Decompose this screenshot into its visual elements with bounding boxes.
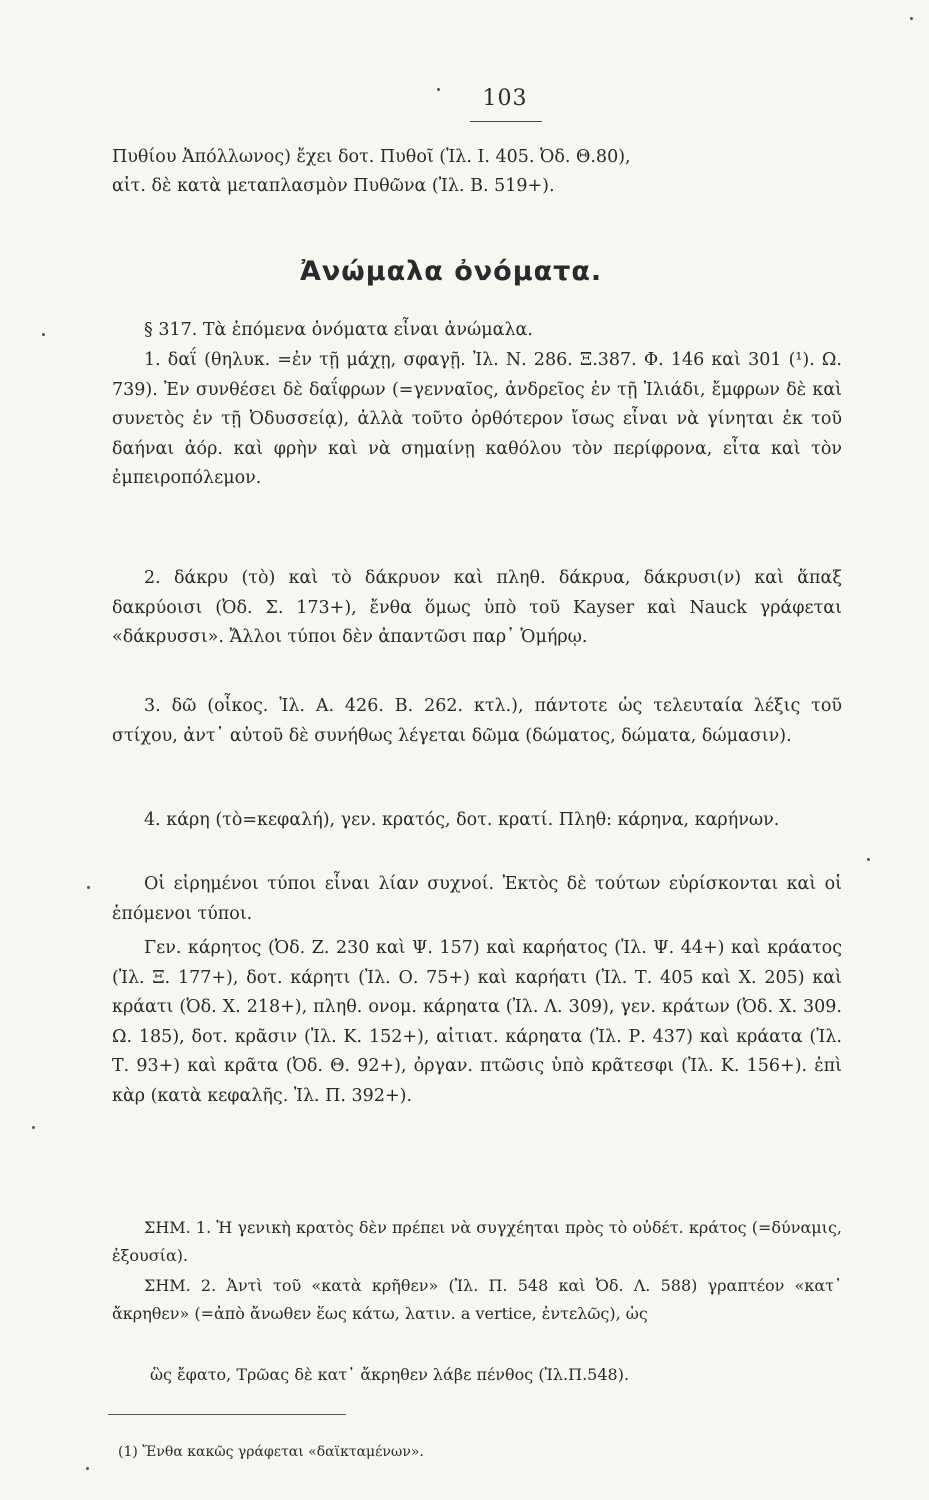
paragraph-item-1 — [112, 346, 842, 494]
note-2 — [112, 1272, 842, 1328]
paragraph-common-forms — [112, 870, 842, 929]
note-1 — [112, 1214, 842, 1270]
paragraph-section-317 — [112, 316, 842, 346]
intro-line: Πυθίου Ἀπόλλωνος) ἔχει δοτ. Πυθοῖ (Ἰλ. Ι. 405. Ὀδ. Θ.80), — [112, 147, 631, 167]
paragraph: § 317. Τὰ ἑπόμενα ὀνόματα εἶναι ἀνώμαλα. — [144, 320, 533, 340]
paragraph: ΣΗΜ. 2. Ἀντὶ τοῦ «κατὰ κρῆθεν» (Ἰλ. Π. 548 καὶ Ὀδ. Λ. 588) γραπτέον «κατ᾽ ἄκρηθεν» (=ἀπὸ ἄνωθεν ἕως κάτω, λατιν. a vertice, ἐντελῶς), ὡς — [112, 1276, 842, 1323]
paragraph: ΣΗΜ. 1. Ἡ γενικὴ κρατὸς δὲν πρέπει νὰ συγχέηται πρὸς τὸ οὐδέτ. κράτος (=δύναμις, ἐξουσία). — [112, 1218, 842, 1265]
footnote: (1) Ἔνθα κακῶς γράφεται «δαϊκταμένων». — [118, 1444, 424, 1460]
print-speck — [910, 17, 913, 20]
paragraph: 2. δάκρυ (τὸ) καὶ τὸ δάκρυον καὶ πληθ. δάκρυα, δάκρυσι(ν) καὶ ἅπαξ δακρύοισι (Ὀδ. Σ. 173+), ἔνθα ὅμως ὑπὸ τοῦ Kayser καὶ Nauck γράφεται «δάκρυσσι». Ἄλλοι τύποι δὲν ἀπαντῶσι παρ᾽ Ὁμήρῳ. — [112, 568, 842, 647]
print-speck — [32, 1126, 35, 1129]
intro-text — [112, 143, 842, 201]
paragraph: Γεν. κάρητος (Ὀδ. Ζ. 230 καὶ Ψ. 157) καὶ καρήατος (Ἰλ. Ψ. 44+) καὶ κράατος (Ἰλ. Ξ. 177+), δοτ. κάρητι (Ἰλ. Ο. 75+) καὶ καρήατι (Ἰλ. Τ. 405 καὶ Χ. 205) καὶ κράατι (Ὀδ. Χ. 218+), πληθ. ονομ. κάρηατα (Ἰλ. Λ. 309), γεν. κράτων (Ὀδ. Χ. 309. Ω. 185), δοτ. κρᾶσιν (Ἰλ. Κ. 152+), αἰτιατ. κάρηατα (Ἰλ. Ρ. 437) καὶ κράατα (Ἰλ. Τ. 93+) καὶ κρᾶτα (Ὀδ. Θ. 92+), ὀργαν. πτῶσις ὑπὸ κρᾶτεσφι (Ἰλ. Κ. 156+). ἐπὶ κὰρ (κατὰ κεφαλῆς. Ἰλ. Π. 392+). — [112, 938, 842, 1106]
print-speck — [867, 858, 870, 861]
paragraph-item-3 — [112, 692, 842, 751]
intro-line: αἰτ. δὲ κατὰ μεταπλασμὸν Πυθῶνα (Ἰλ. Β. 519+). — [112, 176, 555, 196]
page-number: 103 — [482, 86, 528, 111]
print-speck — [42, 333, 45, 336]
paragraph-item-4 — [112, 806, 842, 836]
paragraph-forms-list — [112, 934, 842, 1111]
print-speck — [437, 88, 440, 91]
print-speck — [87, 886, 90, 889]
paragraph: 3. δῶ (οἶκος. Ἰλ. Α. 426. Β. 262. κτλ.), πάντοτε ὡς τελευταία λέξις τοῦ στίχου, ἀντ᾽ αὐτοῦ δὲ συνήθως λέγεται δῶμα (δώματος, δώματα, δώμασιν). — [112, 696, 842, 746]
paragraph: Οἱ εἰρημένοι τύποι εἶναι λίαν συχνοί. Ἐκτὸς δὲ τούτων εὑρίσκονται καὶ οἱ ἑπόμενοι τύποι. — [112, 874, 842, 924]
page-number-rule — [470, 121, 542, 122]
section-heading: Ἀνώμαλα ὀνόματα. — [300, 256, 603, 287]
quotation-verse — [150, 1360, 840, 1390]
paragraph-item-2 — [112, 564, 842, 653]
paragraph: 4. κάρη (τὸ=κεφαλή), γεν. κρατός, δοτ. κρατί. Πληθ: κάρηνα, καρήνων. — [144, 810, 780, 830]
print-speck — [86, 1467, 89, 1470]
verse-line: ὣς ἔφατο, Τρῶας δὲ κατ᾽ ἄκρηθεν λάβε πένθος (Ἰλ.Π.548). — [150, 1365, 630, 1384]
paragraph: 1. δαΐ (θηλυκ. =ἐν τῇ μάχῃ, σφαγῇ. Ἰλ. Ν. 286. Ξ.387. Φ. 146 καὶ 301 (¹). Ω. 739). Ἐν συνθέσει δὲ δαΐφρων (=γενναῖος, ἀνδρεῖος ἐν τῇ Ἰλιάδι, ἔμφρων δὲ καὶ συνετὸς ἐν τῇ Ὀδυσσείᾳ), ἀλλὰ τοῦτο ὀρθότερον ἴσως εἶναι νὰ γίνηται ἐκ τοῦ δαήναι ἀόρ. καὶ φρὴν καὶ νὰ σημαίνῃ καθόλου τὸν περίφρονα, εἶτα καὶ τὸν ἐμπειροπόλεμον. — [112, 350, 842, 488]
footnote-rule — [108, 1414, 346, 1415]
